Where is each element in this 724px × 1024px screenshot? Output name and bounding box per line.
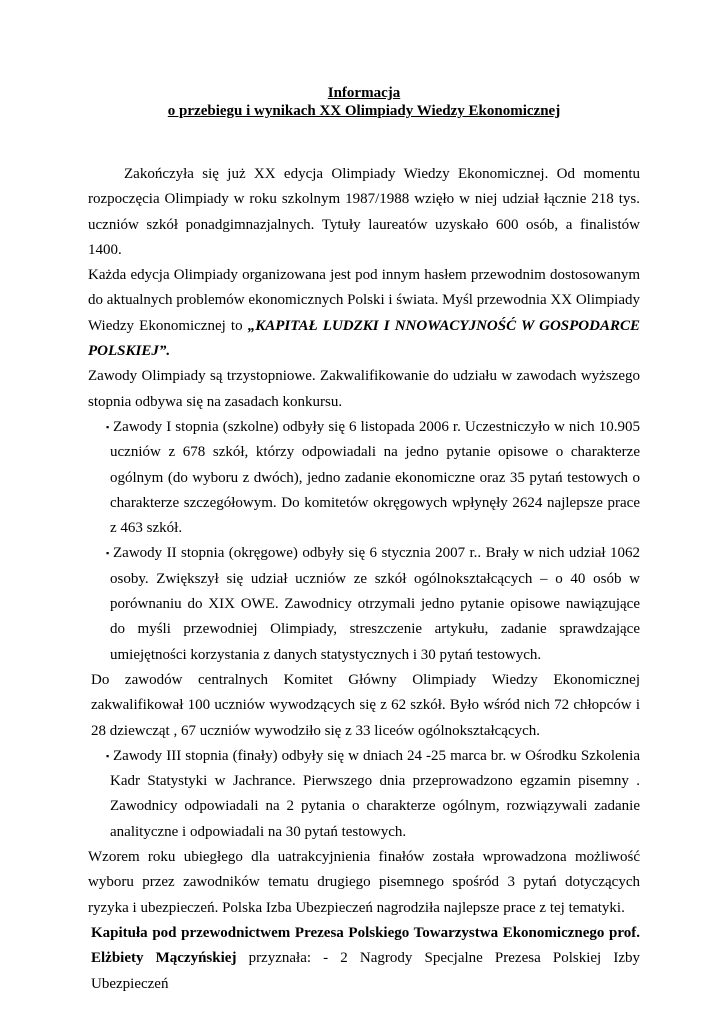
stages-list	[88, 415, 640, 668]
title-line-2: o przebiegu i wynikach XX Olimpiady Wiedzy Ekonomicznej	[167, 103, 561, 119]
insurance-paragraph: Wzorem roku ubiegłego dla uatrakcyjnienia finałów została wprowadzona możliwość wyboru przez zawodników tematu drugiego pisemnego spośród 3 pytań dotyczących ryzyka i ubezpieczeń. Polska Izba Ubezpieczeń nagrodziła najlepsze prace z tej tematyki.	[88, 849, 640, 916]
stage-3-text: Zawody III stopnia (finały) odbyły się w dniach 24 -25 marca br. w Ośrodku Szkolenia Kadr Statystyki w Jachrance. Pierwszego dnia przeprowadzono egzamin pisemny . Zawodnicy odpowiadali na 2 pytania o charakterze ogólnym, rozwiązywali zadanie analityczne i odpowiadali na 30 pytań testowych.	[110, 747, 640, 840]
bullet-square-icon: ▪	[106, 548, 110, 559]
awards-paragraph	[88, 921, 640, 997]
stage-2-text: Zawody II stopnia (okręgowe) odbyły się 6 stycznia 2007 r.. Brały w nich udział 1062 osoby. Zwiększył się udział uczniów ze szkół ogólnokształcących – o 40 osób w porównaniu do XIX OWE. Zawodnicy otrzymali jedno pytanie opisowe nawiązujące do myśli przewodniej Olimpiady, streszczenie artykułu, zadanie sprawdzające umiejętności korzystania z danych statystycznych i 30 pytań testowych.	[110, 545, 640, 663]
document-title	[88, 84, 640, 120]
central-paragraph: Do zawodów centralnych Komitet Główny Olimpiady Wiedzy Ekonomicznej zakwalifikował 100 uczniów wywodzących się z 62 szkół. Było wśród nich 72 chłopców i 28 dziewcząt , 67 uczniów wywodziło się z 33 liceów ogólnokształcących.	[91, 671, 640, 739]
structure-paragraph: Zawody Olimpiady są trzystopniowe. Zakwalifikowanie do udziału w zawodach wyższego stopnia odbywa się na zasadach konkursu.	[88, 368, 640, 410]
bullet-square-icon: ▪	[106, 421, 110, 432]
stage-1-text: Zawody I stopnia (szkolne) odbyły się 6 listopada 2006 r. Uczestniczyło w nich 10.905 uczniów z 678 szkół, którzy odpowiadali na jedno pytanie opisowe o charakterze ogólnym (do wyboru z dwóch), jedno zadanie ekonomiczne oraz 35 pytań testowych o charakterze szczegółowym. Do komitetów okręgowych wpłynęły 2624 najlepsze prace z 463 szkół.	[110, 418, 640, 537]
awards-list-text: przyznała: - 2 Nagrody Specjalne Prezesa Polskiej Izby Ubezpieczeń	[91, 950, 640, 992]
motto-lead-text: Każda edycja Olimpiady organizowana jest pod innym hasłem przewodnim dostosowanym do aktualnych problemów ekonomicznych Polski i świata. Myśl przewodnia XX Olimpiady Wiedzy Ekonomicznej to	[88, 267, 640, 334]
awards-committee-text: Kapituła pod przewodnictwem Prezesa Polskiego Towarzystwa Ekonomicznego prof. Elżbiety Mączyńskiej	[91, 924, 640, 967]
stage-item-2	[106, 541, 640, 667]
motto-paragraph	[88, 263, 640, 364]
final-stage-list	[88, 744, 640, 845]
motto-text: „KAPITAŁ LUDZKI I NNOWACYJNOŚĆ W GOSPODARCE POLSKIEJ”.	[88, 317, 640, 360]
stage-item-1	[106, 415, 640, 541]
intro-paragraph: Zakończyła się już XX edycja Olimpiady Wiedzy Ekonomicznej. Od momentu rozpoczęcia Olimpiady w roku szkolnym 1987/1988 wzięło w niej udział łącznie 218 tys. uczniów szkół ponadgimnazjalnych. Tytuły laureatów uzyskało 600 osób, a finalistów 1400.	[88, 166, 640, 258]
stage-item-3	[106, 744, 640, 845]
bullet-square-icon: ▪	[106, 750, 110, 761]
title-line-1: Informacja	[327, 85, 401, 101]
document-page	[88, 84, 640, 997]
